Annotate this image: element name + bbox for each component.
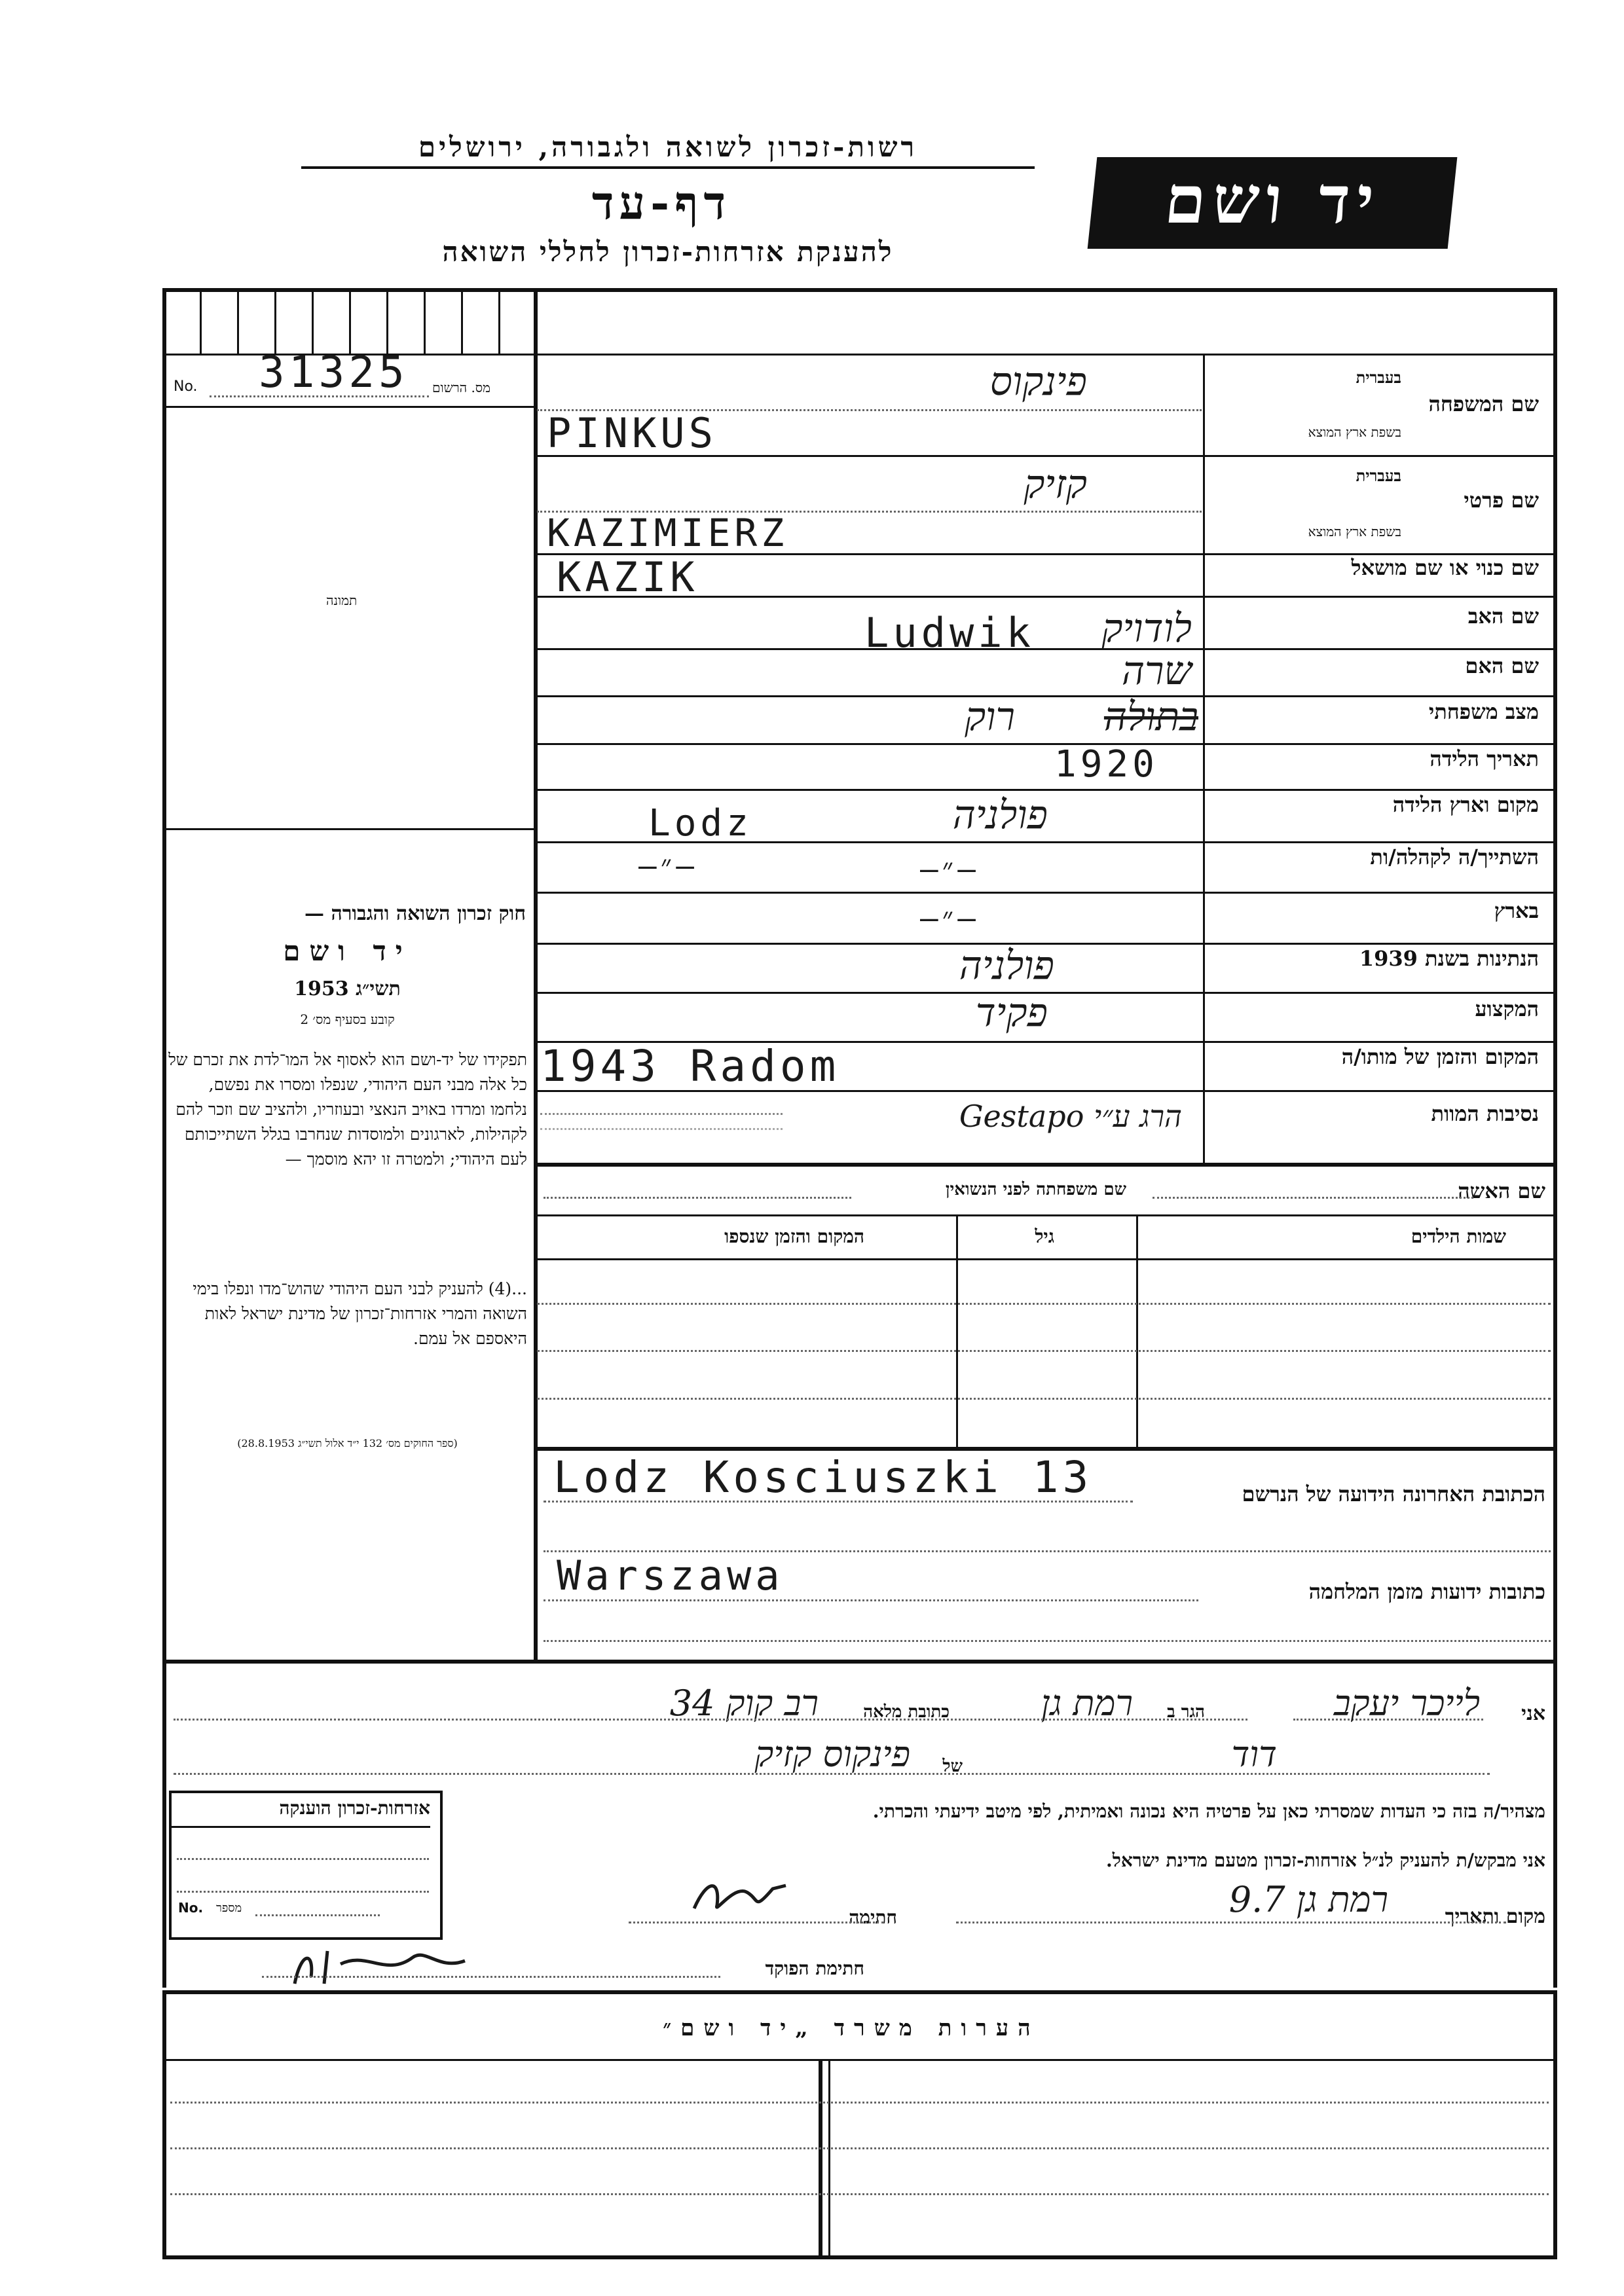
community-ditto-left: —״—	[638, 848, 698, 883]
family-name-origin-value: PINKUS	[547, 409, 717, 457]
children-age-header: גיל	[1035, 1226, 1054, 1247]
marital-status-value: רוק	[965, 694, 1015, 740]
resides-label: הגר ב	[1167, 1702, 1205, 1722]
place-date-label: מקום ותאריך	[1445, 1905, 1545, 1928]
first-name-origin-label: בשפת ארץ המוצא	[1308, 524, 1401, 539]
war-address-value: Warszawa	[557, 1552, 784, 1599]
declarant-city: רמת גן	[1041, 1683, 1133, 1724]
children-place-header: המקום והזמן שנספו	[724, 1226, 864, 1247]
last-address-label: הכתובת האחרונה הידועה של הנרשם	[1242, 1482, 1545, 1506]
declarant-i-label: אני	[1521, 1702, 1545, 1725]
father-value-hebrew: לודויק	[1101, 606, 1192, 651]
law-clause: קובע בסעיף מס׳ 2	[300, 1011, 395, 1027]
law-text-1: תפקידו של יד-ושם הוא לאסוף אל המו־לדת את זכרם של כל אלה מבני העם היהודי, שנפלו ומסרו את נפשם, נלחמו ומרדו באויב הנאצי ובעוזריו, ולהציב שם וזכר להם לקהילות, לארגונים ולמוסדות שנחרבו בגלל השתייכותם לעם היהודי; ולמטרה זו יהא מוסמך —	[168, 1050, 527, 1169]
birthdate-value: 1920	[1054, 743, 1158, 786]
declaration-text: מצהיר/ה בזה כי העדות שמסרתי כאן על פרטיה היא נכונה ואמיתית, לפי מיטב ידיעתי והכרתי.	[872, 1800, 1545, 1822]
signature-label: חתימה	[849, 1906, 897, 1928]
erased-scribble	[540, 1113, 783, 1130]
profession-value: פקיד	[975, 990, 1048, 1036]
relation-value: דוד	[1231, 1734, 1277, 1775]
yad-vashem-logo: יד ושם	[1088, 157, 1458, 249]
of-label: של	[942, 1757, 963, 1776]
death-circumstances-value: הרג ע״י Gestapo	[959, 1099, 1182, 1134]
last-address-value: Lodz Kosciuszki 13	[553, 1452, 1093, 1503]
authority-title: רשות-זכרון לשואה ולגבורה, ירושלים	[301, 131, 1035, 169]
officer-signature-label: חתימת הפוקד	[765, 1958, 864, 1979]
registration-number: 31325	[259, 347, 409, 397]
law-year: תשי״ג 1953	[294, 977, 401, 1000]
citizenship-value: פולניה	[959, 943, 1054, 989]
citizenship-granted-title: אזרחות-זכרון הוענקה	[172, 1797, 430, 1828]
citizenship-label: הנתינות בשנת 1939	[1359, 946, 1539, 971]
grant-no-label: No.	[178, 1900, 204, 1916]
first-name-label: שם פרטי	[1464, 488, 1539, 513]
maiden-name-label: שם משפחתה לפני הנשואין	[945, 1180, 1126, 1199]
first-name-origin-value: KAZIMIERZ	[547, 511, 788, 555]
declarant-street: רב קוק 34	[669, 1683, 819, 1724]
place-date-value: רמת גן 9.7	[1228, 1879, 1388, 1920]
country-label: בארץ	[1494, 898, 1539, 923]
declarant-name: לייכר יעקב	[1333, 1683, 1480, 1724]
frame-left	[162, 288, 166, 1988]
death-circumstances-label: נסיבות המוות	[1431, 1101, 1539, 1126]
birthplace-country: פולניה	[952, 792, 1048, 838]
death-place-time-value: 1943 Radom	[540, 1041, 840, 1091]
registration-no-label: No.	[174, 378, 198, 395]
war-address-label: כתובות ידועות מזמן המלחמה	[1308, 1579, 1545, 1604]
birthplace-city: Lodz	[648, 802, 752, 845]
community-label: השתייך/ה לקהלה/ות	[1370, 845, 1539, 869]
birthplace-label: מקום וארץ הלידה	[1392, 792, 1539, 817]
country-ditto: —״—	[920, 900, 980, 936]
full-address-label: כתובת מלאה	[863, 1702, 950, 1722]
profession-label: המקצוע	[1475, 996, 1539, 1021]
community-ditto-right: —״—	[920, 851, 980, 886]
form-title: דף-עד	[591, 175, 731, 230]
officer-signature	[288, 1938, 471, 1990]
first-name-hebrew-label: בעברית	[1356, 466, 1401, 485]
declarant-signature	[688, 1872, 792, 1918]
father-label: שם האב	[1467, 604, 1539, 629]
children-names-header: שמות הילדים	[1411, 1226, 1506, 1247]
family-name-hebrew-label: בעברית	[1356, 368, 1401, 387]
marital-status-struck: בתולה	[1103, 694, 1198, 740]
marital-status-label: מצב משפחתי	[1428, 699, 1539, 724]
death-place-time-label: המקום והזמן של מותו/ה	[1341, 1044, 1539, 1069]
mother-value: שרה	[1121, 648, 1192, 694]
relation-of-name: פינקוס קזיק	[754, 1734, 910, 1775]
family-name-origin-label: בשפת ארץ המוצא	[1308, 424, 1401, 440]
column-divider	[534, 288, 538, 1660]
wife-label: שם האשה	[1458, 1178, 1545, 1203]
father-value-latin: Ludwik	[864, 609, 1035, 657]
family-name-hebrew-value: פינקוס	[989, 359, 1087, 405]
form-subtitle: להענקת אזרחות-זכרון לחללי השואה	[442, 236, 894, 268]
family-name-label: שם המשפחה	[1428, 392, 1539, 416]
office-notes-title: הערות משרד „יד ושם״	[663, 2015, 1040, 2041]
frame-right	[1553, 288, 1557, 1988]
frame-top	[162, 288, 1557, 292]
birthdate-label: תאריך הלידה	[1430, 746, 1539, 771]
mother-label: שם האם	[1465, 653, 1539, 678]
law-reference: (ספר החוקים מס׳ 132 י״ד אלול תשי״ג 28.8.1953)	[237, 1437, 458, 1449]
law-name: יד ושם	[283, 935, 412, 967]
nickname-value: KAZIK	[557, 553, 699, 601]
registration-he-label: מס. הרשום	[432, 380, 491, 395]
grant-number-label: מספר	[216, 1901, 242, 1915]
law-title: חוק זכרון השואה והגבורה —	[304, 902, 526, 925]
nickname-label: שם כנוי או שם מושאל	[1351, 555, 1539, 580]
request-text: אני מבקש/ת להעניק לנ״ל אזרחות-זכרון מטעם מדינת ישראל.	[1106, 1850, 1545, 1871]
photo-label: תמונה	[326, 592, 358, 608]
law-text-2: ...(4) להעניק לבני העם היהודי שהוש־מדו ונפלו בימי השואה והמרי אזרחות־זכרון של מדינת ישראל לאות היאספם אל עמם.	[193, 1279, 527, 1348]
first-name-hebrew-value: קזיק	[1024, 462, 1087, 507]
